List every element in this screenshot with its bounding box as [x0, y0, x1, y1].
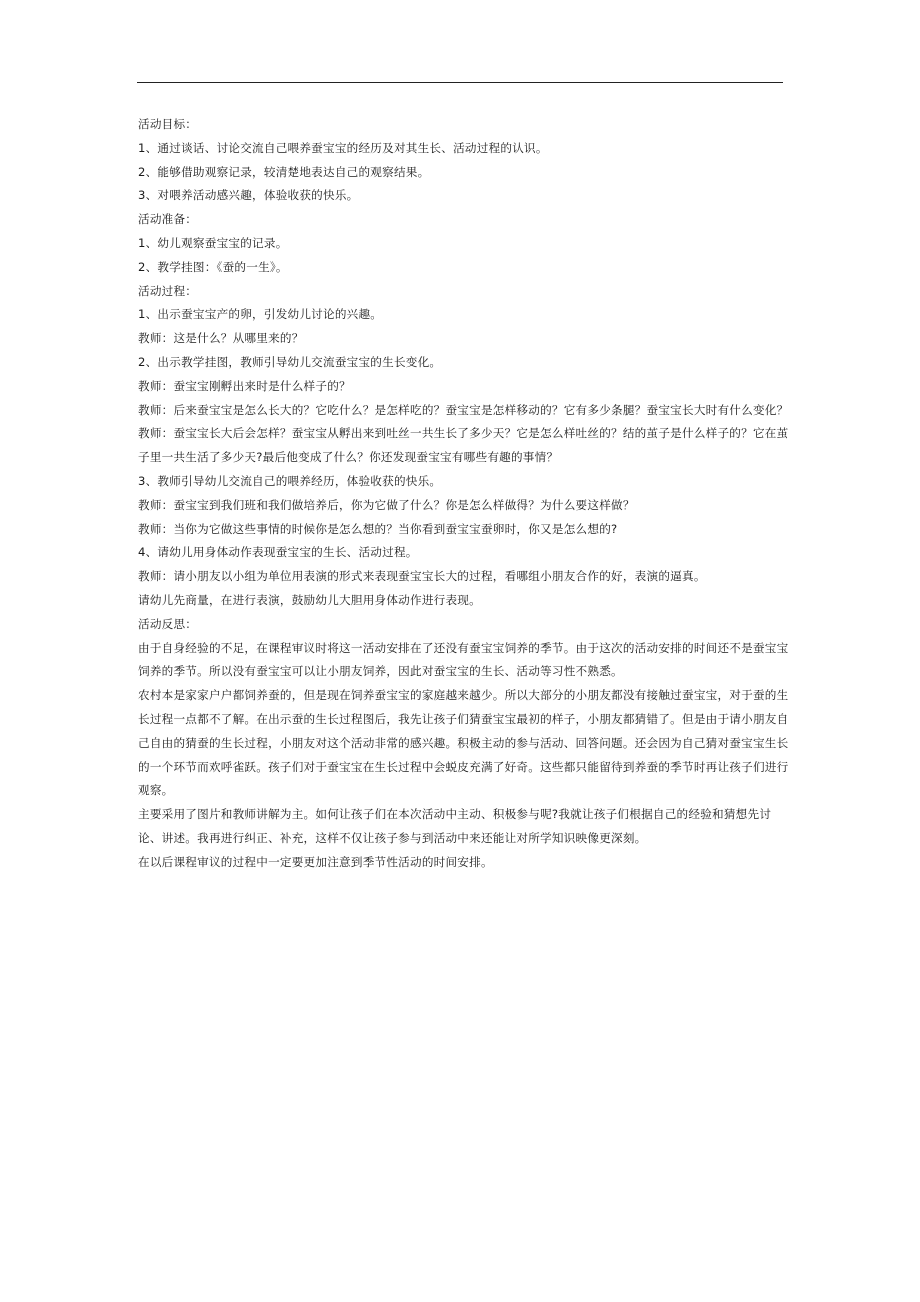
section-heading-goals: 活动目标：	[138, 117, 198, 131]
paragraph: 教师：后来蚕宝宝是怎么长大的？它吃什么？是怎样吃的？蚕宝宝是怎样移动的？它有多少条腿？蚕宝宝长大时有什么变化？	[138, 402, 789, 417]
section-heading-process: 活动过程：	[138, 283, 198, 298]
section-heading-reflection: 活动反思：	[138, 616, 198, 631]
paragraph: 主要采用了图片和教师讲解为主。如何让孩子们在本次活动中主动、积极参与呢?我就让孩子们根据自己的经验和猜想先讨论、讲述。我再进行纠正、补充，这样不仅让孩子参与到活动中来还能让对所学知识映像更深刻。	[138, 807, 772, 845]
paragraph: 1、幼儿观察蚕宝宝的记录。	[138, 235, 288, 250]
paragraph: 2、教学挂图：《蚕的一生》。	[138, 259, 288, 274]
paragraph: 教师：当你为它做这些事情的时候你是怎么想的？当你看到蚕宝宝蚕卵时，你又是怎么想的?	[138, 521, 618, 536]
paragraph: 农村本是家家户户都饲养蚕的，但是现在饲养蚕宝宝的家庭越来越少。所以大部分的小朋友都没有接触过蚕宝宝，对于蚕的生长过程一点都不了解。在出示蚕的生长过程图后，我先让孩子们猜蚕宝宝最初的样子，小朋友都猜错了。但是由于请小朋友自己自由的猜蚕的生长过程，小朋友对这个活动非常的感兴趣。积极主动的参与活动、回答问题。还会因为自己猜对蚕宝宝生长的一个环节而欢呼雀跃。孩子们对于蚕宝宝在生长过程中会蜕皮充满了好奇。这些都只能留待到养蚕的季节时再让孩子们进行观察。	[138, 688, 789, 798]
header-rule	[137, 82, 783, 83]
paragraph: 在以后课程审议的过程中一定要更加注意到季节性活动的时间安排。	[138, 854, 493, 869]
paragraph: 1、出示蚕宝宝产的卵，引发幼儿讨论的兴趣。	[138, 307, 383, 322]
paragraph: 教师：请小朋友以小组为单位用表演的形式来表现蚕宝宝长大的过程，看哪组小朋友合作的好，表演的逼真。	[138, 569, 706, 584]
paragraph: 请幼儿先商量，在进行表演，鼓励幼儿大胆用身体动作进行表现。	[138, 592, 481, 607]
paragraph: 教师：这是什么？从哪里来的？	[138, 331, 304, 346]
paragraph: 教师：蚕宝宝到我们班和我们做培养后，你为它做了什么？你是怎么样做得？为什么要这样做？	[138, 497, 635, 512]
paragraph: 2、出示教学挂图，教师引导幼儿交流蚕宝宝的生长变化。	[138, 354, 442, 369]
paragraph: 1、通过谈话、讨论交流自己喂养蚕宝宝的经历及对其生长、活动过程的认识。	[138, 140, 548, 155]
paragraph: 教师：蚕宝宝长大后会怎样？蚕宝宝从孵出来到吐丝一共生长了多少天？它是怎么样吐丝的？结的茧子是什么样子的？它在茧子里一共生活了多少天?最后他变成了什么？你还发现蚕宝宝有哪些有趣的事情？	[138, 426, 789, 465]
paragraph: 2、能够借助观察记录，较清楚地表达自己的观察结果。	[138, 164, 430, 179]
document-body	[138, 113, 792, 875]
section-heading-preparation: 活动准备：	[138, 212, 198, 227]
paragraph: 由于自身经验的不足，在课程审议时将这一活动安排在了还没有蚕宝宝饲养的季节。由于这次的活动安排的时间还不是蚕宝宝饲养的季节。所以没有蚕宝宝可以让小朋友饲养，因此对蚕宝宝的生长、活动等习性不熟悉。	[138, 640, 789, 679]
paragraph: 3、教师引导幼儿交流自己的喂养经历，体验收获的快乐。	[138, 473, 442, 488]
paragraph: 教师：蚕宝宝刚孵出来时是什么样子的？	[138, 378, 351, 393]
paragraph: 4、请幼儿用身体动作表现蚕宝宝的生长、活动过程。	[138, 545, 418, 560]
paragraph: 3、对喂养活动感兴趣，体验收获的快乐。	[138, 188, 359, 203]
